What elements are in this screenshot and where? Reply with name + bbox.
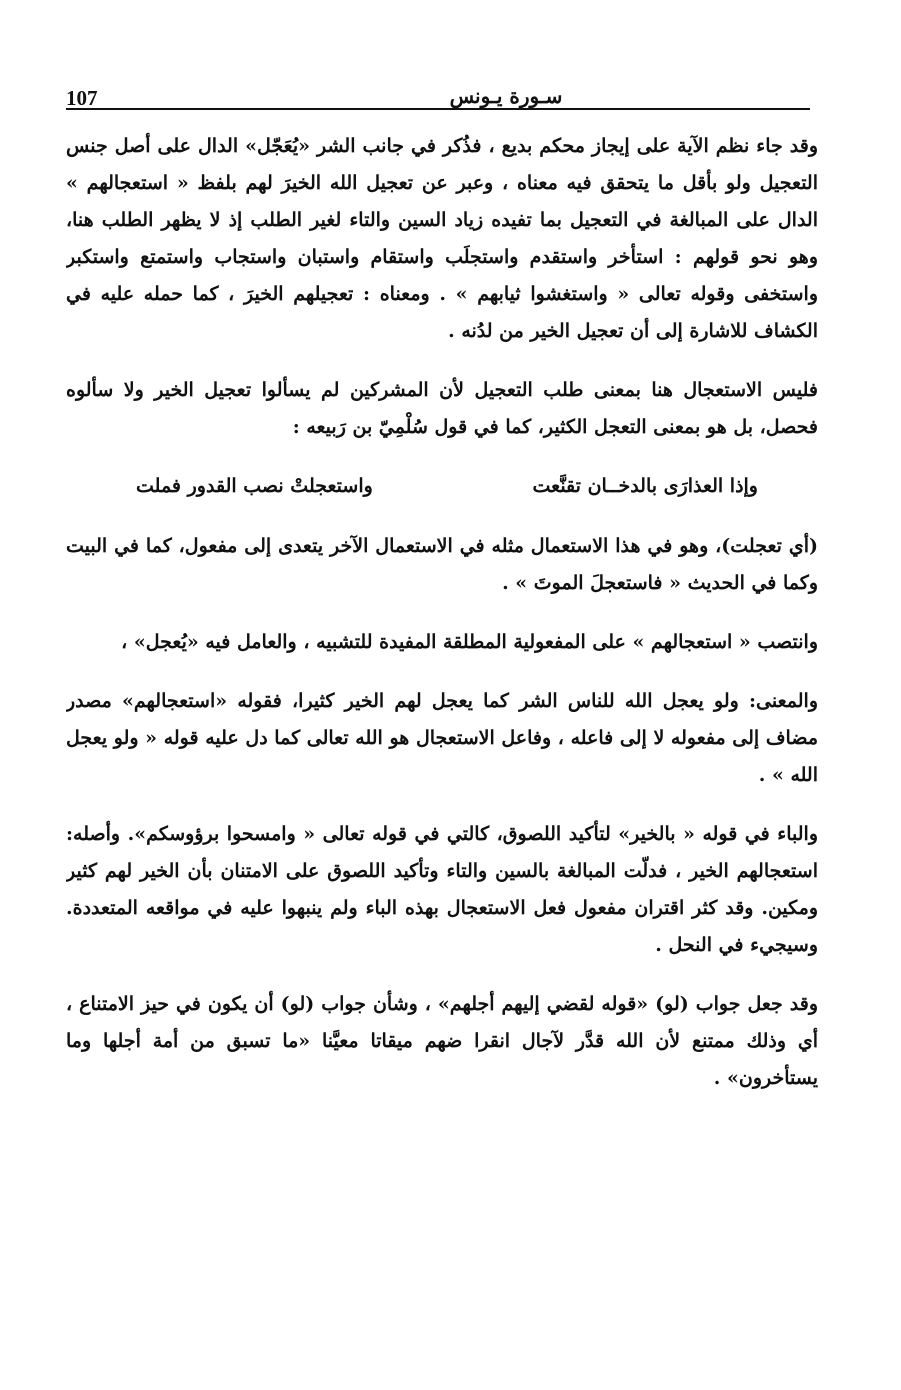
paragraph-7: وقد جعل جواب (لو) «قوله لقضي إليهم أجلهم» ، وشأن جواب (لو) أن يكون في حيز الامتناع ، أي وذلك ممتنع لأن الله قدَّر لآجال انقرا ضهم ميقاتا معيَّنا «ما تسبق من أمة أجلها وما يستأخرون» . (66, 993, 818, 1089)
verse-second-hemistich: واستعجلتْ نصب القدور فملت (136, 475, 373, 497)
paragraph-5: والمعنى: ولو يعجل الله للناس الشر كما يعجل لهم الخير كثيرا، فقوله «استعجالهم» مصدر مضاف إلى مفعوله لا إلى فاعله ، وفاعل الاستعجال هو الله تعالى كما دل عليه قوله « ولو يعجل الله » . (66, 690, 818, 786)
header-rule (66, 108, 810, 110)
paragraph-3: (أي تعجلت)، وهو في هذا الاستعمال مثله في الاستعمال الآخر يتعدى إلى مفعول، كما في البيت وكما في الحديث « فاستعجلَ الموتَ » . (66, 535, 818, 594)
paragraph-6: والباء في قوله « بالخير» لتأكيد اللصوق، كالتي في قوله تعالى « وامسحوا برؤوسكم». وأصله: استعجالهم الخير ، فدلّت المبالغة بالسين والتاء وتأكيد اللصوق على الامتنان بأن الخير لهم كثير ومكين. وقد كثر اقتران مفعول فعل الاستعجال بهذه الباء ولم ينبهوا عليه في مواقعه المتعددة. وسيجيء في النحل . (66, 823, 818, 956)
paragraph-4: وانتصب « استعجالهم » على المفعولية المطلقة المفيدة للتشبيه ، والعامل فيه «يُعجل» ، (121, 631, 818, 653)
paragraph-1: وقد جاء نظم الآية على إيجاز محكم بديع ، فذُكر في جانب الشر «يُعَجّل» الدال على أصل جنس التعجيل ولو بأقل ما يتحقق فيه معناه ، وعبر عن تعجيل الله الخيرَ لهم بلفظ « استعجالهم » الدال على المبالغة في التعجيل بما تفيده زياد السين والتاء لغير الطلب إذ لا يظهر الطلب هنا، وهو نحو قولهم : استأخر واستقدم واستجلَب واستقام واستبان واستجاب واستمتع واستكبر واستخفى وقوله تعالى « واستغشوا ثيابهم » . ومعناه : تعجيلهم الخيرَ ، كما حمله عليه في الكشاف للاشارة إلى أن تعجيل الخير من لدُنه . (66, 135, 818, 342)
paragraph-2: فليس الاستعجال هنا بمعنى طلب التعجيل لأن المشركين لم يسألوا تعجيل الخير ولا سألوه فحصل، بل هو بمعنى التعجل الكثير، كما في قول سُلْمِيّ بن رَبيعه : (66, 379, 818, 438)
page-header (66, 84, 810, 110)
surah-title: سـورة يـونس (449, 84, 563, 108)
page-body (66, 128, 818, 1368)
page-number: 107 (66, 86, 98, 110)
verse-first-hemistich: وإذا العذارَى بالدخــان تقنَّعت (532, 475, 758, 497)
poetry-verse (66, 466, 818, 506)
